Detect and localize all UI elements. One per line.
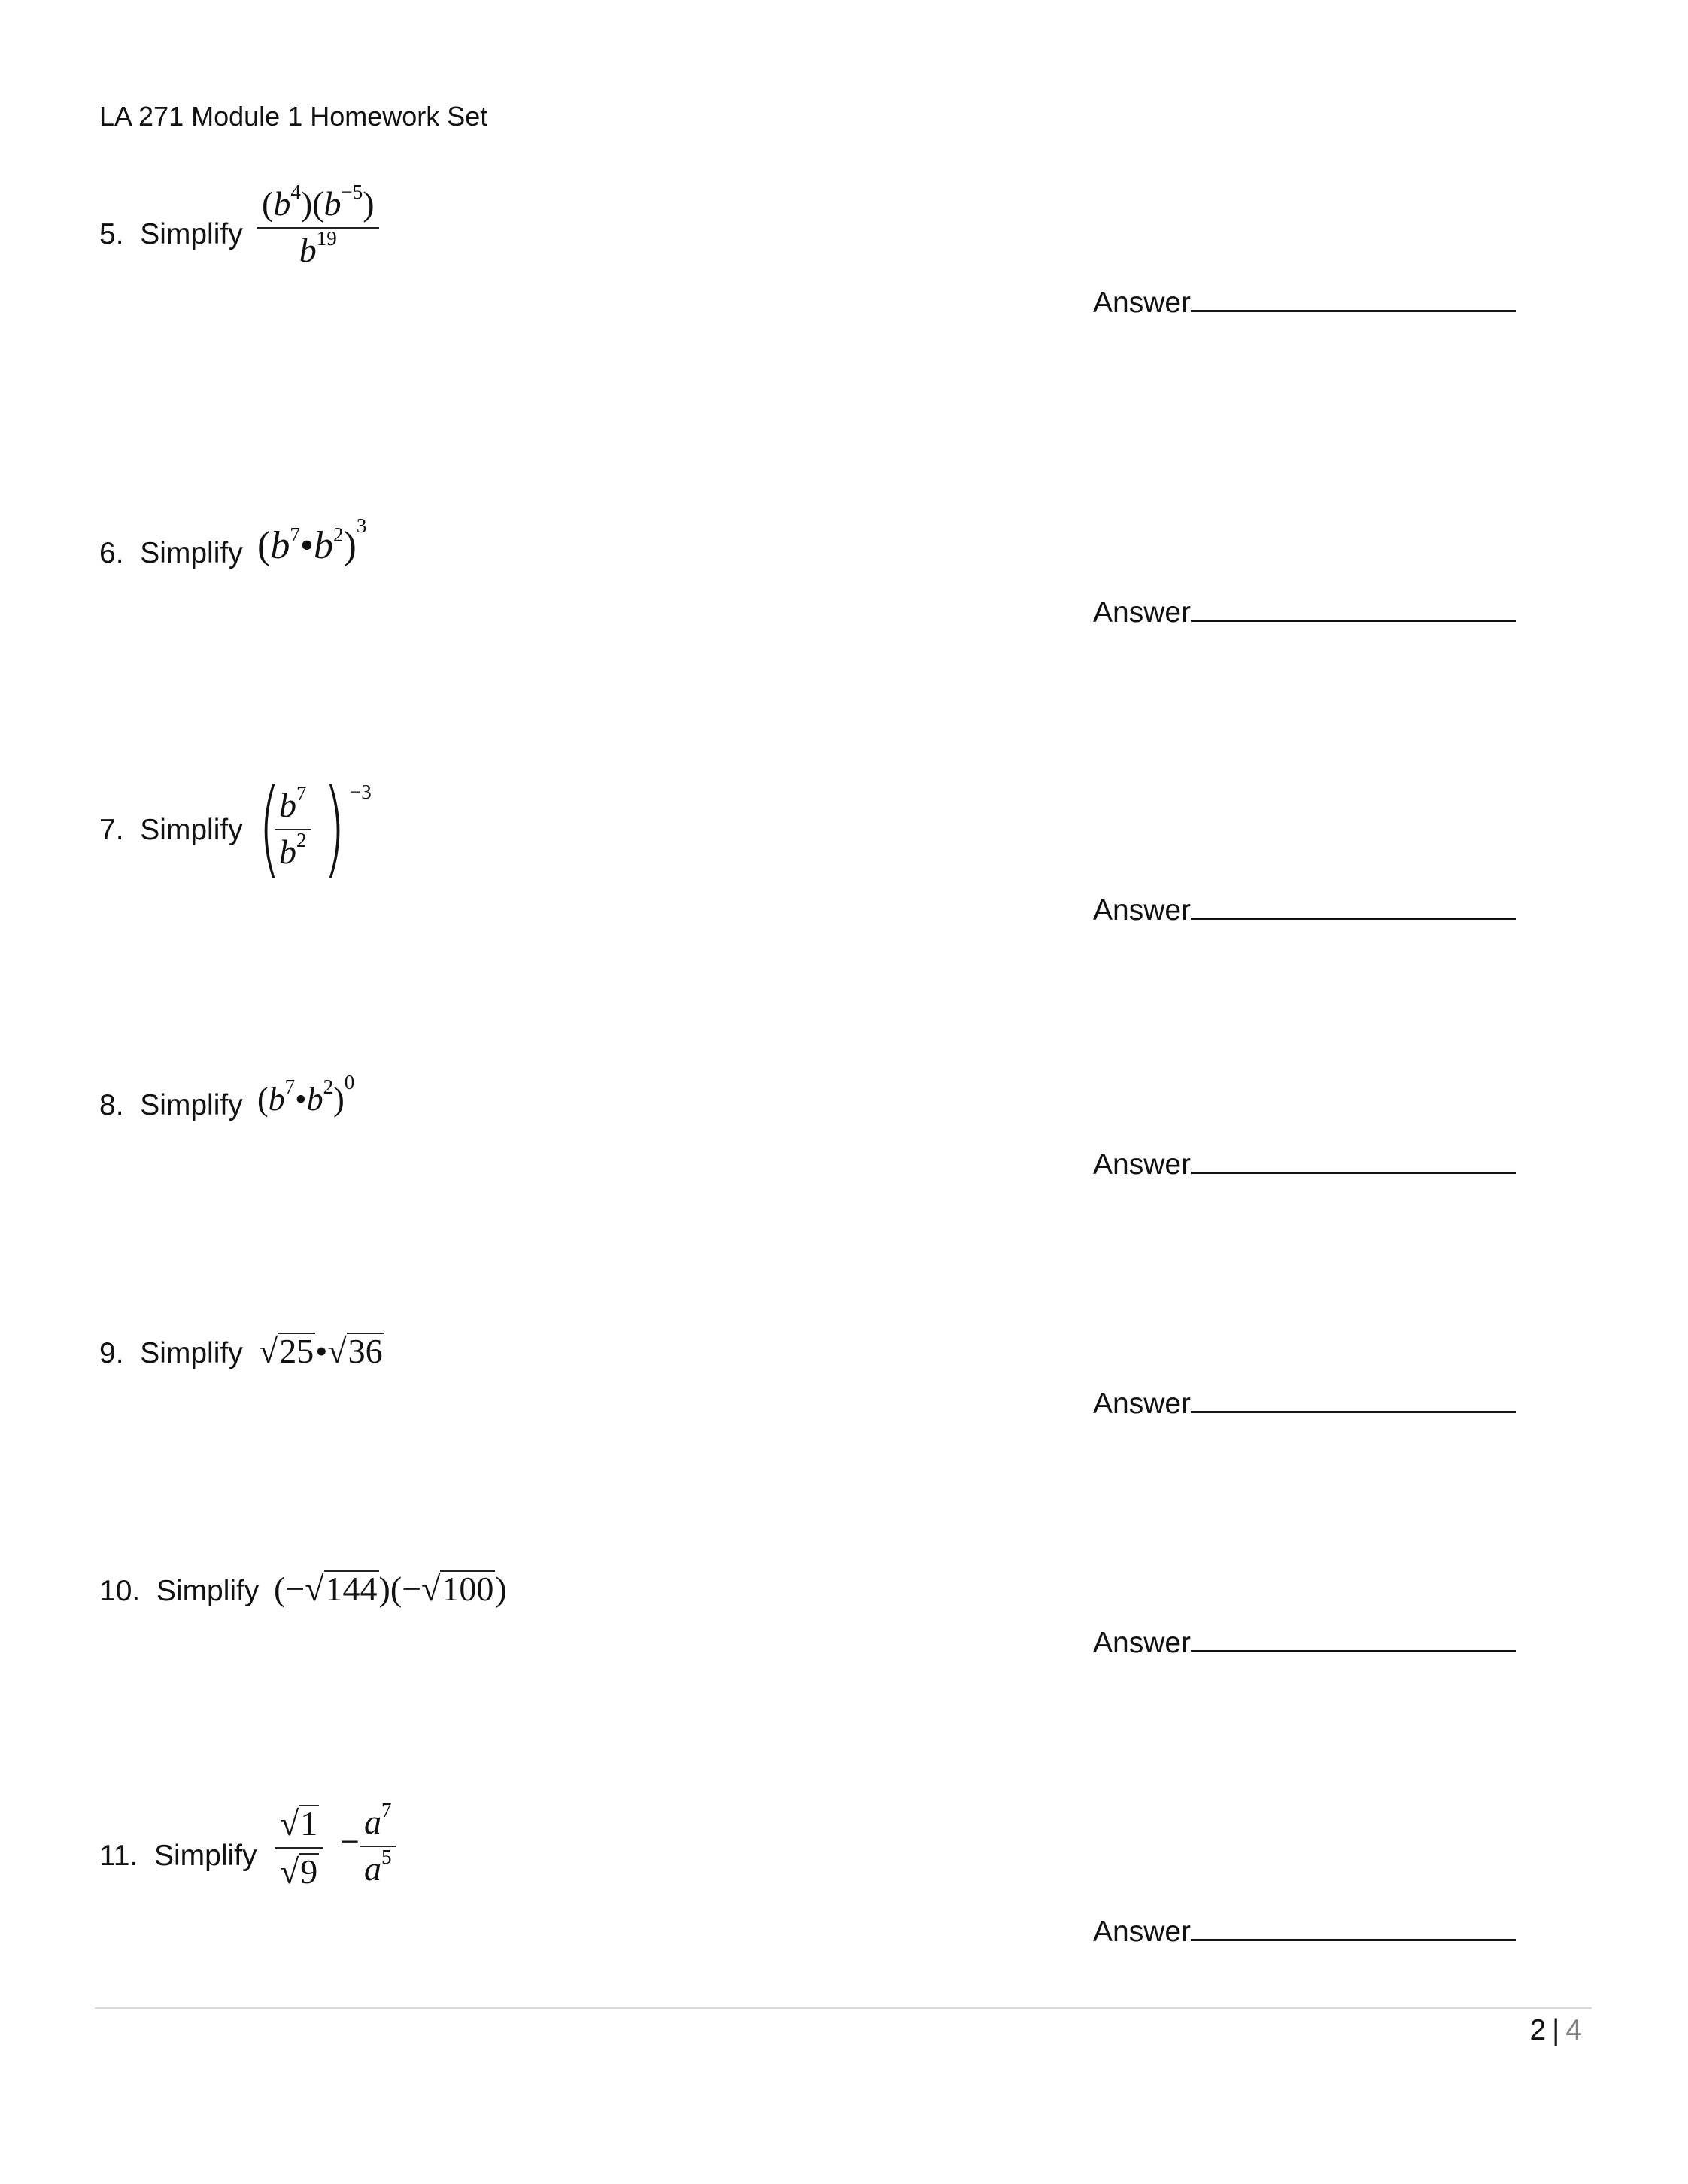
answer-field-9[interactable]: Answer [1093,1382,1516,1421]
expression-5: $\frac{(b^4)(b^{-5})}{b^{19}}$ [257,187,379,268]
problem-number: 6. [99,537,124,569]
problem-label: Simplify [140,814,243,846]
answer-field-11[interactable]: Answer [1093,1910,1516,1949]
answer-field-6[interactable]: Answer [1093,591,1516,629]
expression-7: ( $\frac{b^7}{b^2}$ ) −3 [258,767,372,890]
problem-label: Simplify [140,1337,243,1370]
problem-number: 9. [99,1337,124,1370]
problem-8 [99,1071,776,1248]
answer-field-10[interactable]: Answer [1093,1621,1516,1660]
expression-11: $\frac{√1}{√9}$ − $\frac{a^7}{a^5}$ [275,1797,426,1910]
page-header-title: LA 271 Module 1 Homework Set [99,101,488,132]
expression-6: $(b^7•b^2)^3$ [257,514,367,567]
expression-10: (−√144)(−√100) [274,1570,507,1608]
answer-field-8[interactable]: Answer [1093,1143,1516,1181]
problem-label: Simplify [156,1575,260,1607]
problem-label: Simplify [140,537,243,569]
expression-9: √25•√36 [259,1332,383,1370]
answer-field-5[interactable]: Answer [1093,281,1516,320]
problem-9 [99,1331,776,1497]
answer-field-7[interactable]: Answer [1093,889,1516,927]
problem-7 [99,767,776,948]
problem-number: 8. [99,1089,124,1121]
problem-number: 11. [99,1840,138,1872]
problem-number: 5. [99,218,124,250]
footer-divider [95,2007,1592,2009]
problem-label: Simplify [154,1840,257,1872]
page-number: 2 | 4 [1529,2014,1582,2046]
problem-number: 10. [99,1575,141,1607]
problem-6 [99,511,776,677]
problem-label: Simplify [140,1089,243,1121]
expression-8: $(b^7•b^2)^0$ [257,1071,355,1118]
problem-number: 7. [99,814,124,846]
problem-5 [99,173,776,338]
problem-10 [99,1569,776,1734]
problem-11 [99,1797,776,1963]
problem-label: Simplify [140,218,243,250]
